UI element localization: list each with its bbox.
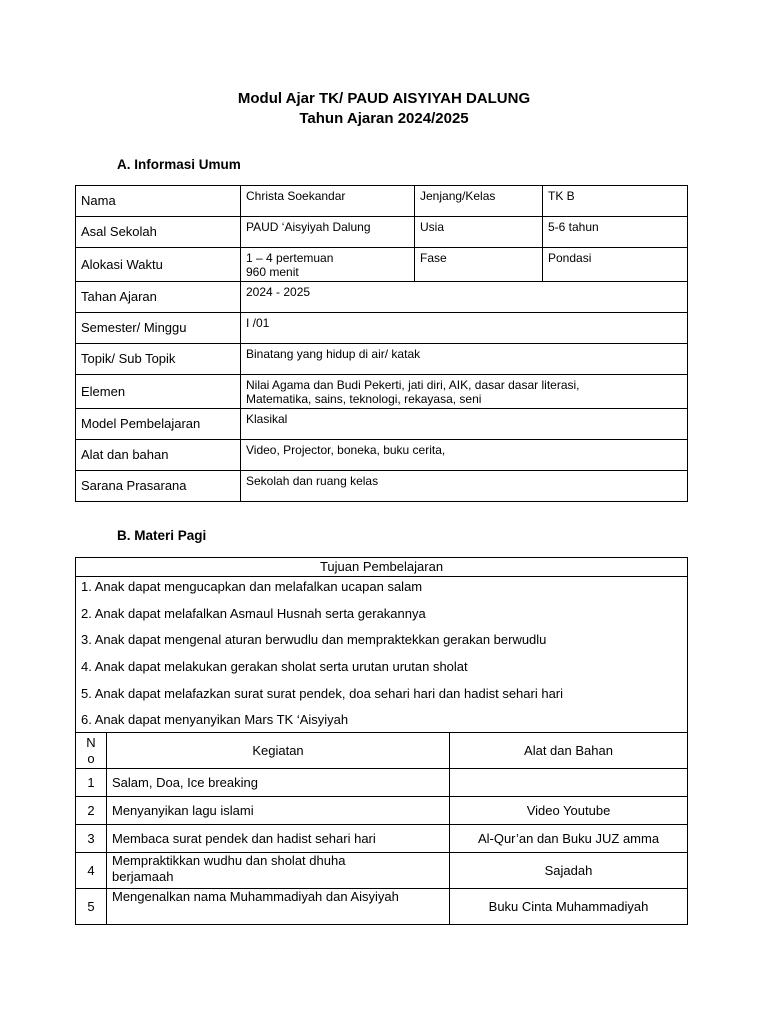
value-fase: Pondasi <box>543 248 688 282</box>
label-usia: Usia <box>415 217 543 248</box>
table-row <box>76 853 688 889</box>
value-semester: I /01 <box>241 313 688 344</box>
elemen-line-1: Nilai Agama dan Budi Pekerti, jati diri, AIK, dasar dasar literasi, <box>246 378 580 392</box>
value-topik: Binatang yang hidup di air/ katak <box>241 344 688 375</box>
value-tahun-ajaran: 2024 - 2025 <box>241 282 688 313</box>
activity-alat <box>450 769 688 797</box>
tujuan-header: Tujuan Pembelajaran <box>76 558 688 577</box>
section-b-heading: B. Materi Pagi <box>117 528 207 543</box>
table-row <box>76 577 688 733</box>
value-model: Klasikal <box>241 409 688 440</box>
list-item: 4. Anak dapat melakukan gerakan sholat serta urutan urutan sholat <box>81 659 468 675</box>
list-item: 1. Anak dapat mengucapkan dan melafalkan ucapan salam <box>81 579 423 594</box>
value-alat: Video, Projector, boneka, buku cerita, <box>241 440 688 471</box>
value-usia: 5-6 tahun <box>543 217 688 248</box>
value-jenjang: TK B <box>543 186 688 217</box>
label-sarana: Sarana Prasarana <box>76 471 241 502</box>
activity-kegiatan-line-1: Mempraktikkan wudhu dan sholat dhuha <box>112 853 346 869</box>
label-alokasi-waktu: Alokasi Waktu <box>76 248 241 282</box>
activity-kegiatan: Mengenalkan nama Muhammadiyah dan Aisyiyah <box>107 889 450 925</box>
table-row <box>76 248 688 282</box>
activity-no: 3 <box>76 825 107 853</box>
table-row <box>76 889 688 925</box>
label-model: Model Pembelajaran <box>76 409 241 440</box>
table-row <box>76 769 688 797</box>
list-item: 5. Anak dapat melafazkan surat surat pendek, doa sehari hari dan hadist sehari hari <box>81 685 564 701</box>
section-a-heading: A. Informasi Umum <box>117 157 241 172</box>
label-jenjang: Jenjang/Kelas <box>415 186 543 217</box>
column-header-no <box>76 733 107 769</box>
activity-alat: Al-Qur’an dan Buku JUZ amma <box>450 825 688 853</box>
value-nama: Christa Soekandar <box>241 186 415 217</box>
activity-no: 1 <box>76 769 107 797</box>
activity-kegiatan-line-2: berjamaah <box>112 869 174 885</box>
table-row <box>76 282 688 313</box>
label-semester: Semester/ Minggu <box>76 313 241 344</box>
activity-kegiatan: Salam, Doa, Ice breaking <box>107 769 450 797</box>
table-row <box>76 217 688 248</box>
activity-kegiatan: Membaca surat pendek dan hadist sehari hari <box>107 825 450 853</box>
label-tahun-ajaran: Tahan Ajaran <box>76 282 241 313</box>
table-row <box>76 344 688 375</box>
label-topik: Topik/ Sub Topik <box>76 344 241 375</box>
table-row <box>76 558 688 577</box>
activity-alat: Buku Cinta Muhammadiyah <box>450 889 688 925</box>
value-sarana: Sekolah dan ruang kelas <box>241 471 688 502</box>
value-asal-sekolah: PAUD ‘Aisyiyah Dalung <box>241 217 415 248</box>
alokasi-line-1: 1 – 4 pertemuan <box>246 251 334 265</box>
column-header-alat: Alat dan Bahan <box>450 733 688 769</box>
alokasi-line-2: 960 menit <box>246 265 299 279</box>
label-elemen: Elemen <box>76 375 241 409</box>
activity-no: 4 <box>76 853 107 889</box>
info-table <box>75 185 688 502</box>
activity-kegiatan <box>107 853 450 889</box>
label-nama: Nama <box>76 186 241 217</box>
table-row <box>76 409 688 440</box>
label-alat: Alat dan bahan <box>76 440 241 471</box>
table-row <box>76 440 688 471</box>
column-header-no-line-1: N <box>86 734 96 750</box>
activity-alat: Sajadah <box>450 853 688 889</box>
label-fase: Fase <box>415 248 543 282</box>
materi-pagi-table <box>75 557 688 925</box>
list-item: 6. Anak dapat menyanyikan Mars TK ‘Aisyiyah <box>81 712 349 728</box>
label-asal-sekolah: Asal Sekolah <box>76 217 241 248</box>
list-item: 2. Anak dapat melafalkan Asmaul Husnah serta gerakannya <box>81 605 426 621</box>
table-row <box>76 313 688 344</box>
activity-kegiatan: Menyanyikan lagu islami <box>107 797 450 825</box>
document-title: Modul Ajar TK/ PAUD AISYIYAH DALUNG <box>237 90 531 107</box>
document-subtitle: Tahun Ajaran 2024/2025 <box>299 110 469 127</box>
list-item: 3. Anak dapat mengenal aturan berwudlu dan mempraktekkan gerakan berwudlu <box>81 632 547 648</box>
elemen-line-2: Matematika, sains, teknologi, rekayasa, seni <box>246 392 482 406</box>
value-elemen <box>241 375 688 409</box>
table-row <box>76 797 688 825</box>
objective-list <box>76 577 688 733</box>
table-row <box>76 825 688 853</box>
column-header-no-line-2: o <box>87 750 95 766</box>
table-row <box>76 186 688 217</box>
table-row <box>76 375 688 409</box>
value-alokasi-waktu <box>241 248 415 282</box>
activity-no: 2 <box>76 797 107 825</box>
activity-no: 5 <box>76 889 107 925</box>
table-row <box>76 471 688 502</box>
table-row <box>76 733 688 769</box>
column-header-kegiatan: Kegiatan <box>107 733 450 769</box>
activity-alat: Video Youtube <box>450 797 688 825</box>
